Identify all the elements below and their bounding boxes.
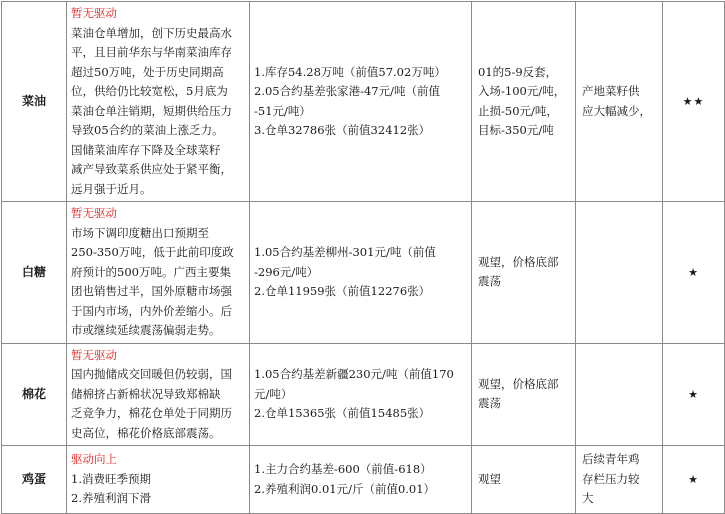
indicator-line: -51元/吨） xyxy=(254,103,311,118)
table-row xyxy=(2,446,725,514)
indicator-cell xyxy=(250,2,472,202)
indicator-cell xyxy=(250,343,472,446)
risk-line: 大 xyxy=(582,491,594,506)
strategy-cell xyxy=(472,446,576,514)
logic-text-line: 菜油仓单注销期，短期供给压力 xyxy=(71,103,232,118)
logic-text-line: 平，且目前华东与华南菜油库存 xyxy=(71,45,232,59)
strategy-line: 观望 xyxy=(478,471,501,486)
rating-stars: ★ xyxy=(663,446,725,514)
logic-text-line: 2.养殖利润下滑 xyxy=(71,491,151,506)
strategy-cell xyxy=(472,202,576,344)
indicator-line: 2.仓单11959张（前值12276张） xyxy=(254,284,431,298)
indicator-cell xyxy=(250,202,472,344)
risk-line: 后续青年鸡 xyxy=(582,452,640,467)
table-row xyxy=(2,2,725,202)
indicator-line: 1.主力合约基差-600（前值-618） xyxy=(254,462,432,476)
rating-stars: ★ xyxy=(663,343,725,446)
indicator-line: -296元/吨） xyxy=(254,264,319,279)
risk-cell xyxy=(576,446,663,514)
indicator-line: 2.仓单15365张（前值15485张） xyxy=(254,406,431,420)
risk-cell xyxy=(576,343,663,446)
logic-text-line: 超过50万吨，处于历史同期高 xyxy=(71,64,224,79)
logic-text-line: 府预计的500万吨。广西主要集 xyxy=(71,264,231,279)
commodity-table xyxy=(1,1,725,514)
logic-cell xyxy=(67,202,250,344)
logic-text-line: 1.消费旺季预期 xyxy=(71,471,151,486)
indicator-line: 3.仓单32786张（前值32412张） xyxy=(254,123,431,137)
strategy-line: 观望，价格底部 xyxy=(478,254,559,269)
logic-text-line: 位，供给仍比较宽松，5月底为 xyxy=(71,84,228,98)
logic-text-line: 市场下调印度糖出口预期至 xyxy=(71,225,209,240)
logic-text-line: 于国内市场，内外价差缩小。后 xyxy=(71,303,232,318)
logic-text-line: 菜油仓单增加，创下历史最高水 xyxy=(71,25,232,40)
indicator-cell xyxy=(250,446,472,514)
commodity-name: 棉花 xyxy=(2,343,67,446)
table-row xyxy=(2,202,725,344)
driver-label: 暂无驱动 xyxy=(71,6,117,20)
logic-text-line: 国储菜油库存下降及全球菜籽 xyxy=(71,142,221,157)
logic-text-line: 导致05合约的菜油上涨乏力。 xyxy=(71,123,224,137)
strategy-line: 观望，价格底部 xyxy=(478,376,559,391)
table-row xyxy=(2,343,725,446)
risk-line: 存栏压力较 xyxy=(582,471,640,486)
logic-text-line: 储棉挤占新棉状况导致郑棉缺 xyxy=(71,386,221,401)
indicator-line: 1.库存54.28万吨（前值57.02万吨） xyxy=(254,64,446,79)
strategy-line: 01的5-9反套， xyxy=(478,64,558,79)
logic-text-line: 国内抛储成交回暖但仍较弱，国 xyxy=(71,367,232,381)
strategy-line: 目标-350元/吨 xyxy=(478,123,554,137)
driver-label: 驱动向上 xyxy=(71,452,117,467)
logic-cell xyxy=(67,446,250,514)
rating-stars: ★★ xyxy=(663,2,725,202)
logic-cell xyxy=(67,2,250,202)
logic-text-line: 250-350万吨，低于此前印度政 xyxy=(71,245,234,259)
logic-text-line: 市或继续延续震荡偏弱走势。 xyxy=(71,323,221,337)
indicator-line: 元/吨） xyxy=(254,386,293,401)
commodity-name: 白糖 xyxy=(2,202,67,344)
strategy-line: 震荡 xyxy=(478,396,501,411)
logic-text-line: 减产导致菜系供应处于紧平衡， xyxy=(71,162,232,176)
strategy-cell xyxy=(472,343,576,446)
logic-text-line: 远月强于近月。 xyxy=(71,181,152,196)
logic-text-line: 乏竞争力，棉花仓单处于同期历 xyxy=(71,406,232,420)
driver-label: 暂无驱动 xyxy=(71,347,117,362)
risk-line: 应大幅减少， xyxy=(582,103,651,118)
table-body xyxy=(2,2,725,514)
risk-cell xyxy=(576,202,663,344)
strategy-line: 入场-100元/吨， xyxy=(478,84,566,98)
strategy-cell xyxy=(472,2,576,202)
risk-line: 产地菜籽供 xyxy=(582,84,640,98)
commodity-name: 菜油 xyxy=(2,2,67,202)
logic-text-line: 史高位，棉花价格底部震荡。 xyxy=(71,425,221,440)
rating-stars: ★ xyxy=(663,202,725,344)
logic-cell xyxy=(67,343,250,446)
indicator-line: 1.05合约基差柳州-301元/吨（前值 xyxy=(254,245,436,259)
strategy-line: 止损-50元/吨， xyxy=(478,103,558,118)
indicator-line: 2.养殖利润0.01元/斤（前值0.01） xyxy=(254,481,436,496)
commodity-name: 鸡蛋 xyxy=(2,446,67,514)
indicator-line: 2.05合约基差张家港-47元/吨（前值 xyxy=(254,84,440,98)
strategy-line: 震荡 xyxy=(478,274,501,289)
risk-cell xyxy=(576,2,663,202)
driver-label: 暂无驱动 xyxy=(71,206,117,220)
indicator-line: 1.05合约基差新疆230元/吨（前值170 xyxy=(254,367,454,381)
logic-text-line: 团也销售过半，国外原糖市场强 xyxy=(71,284,232,298)
